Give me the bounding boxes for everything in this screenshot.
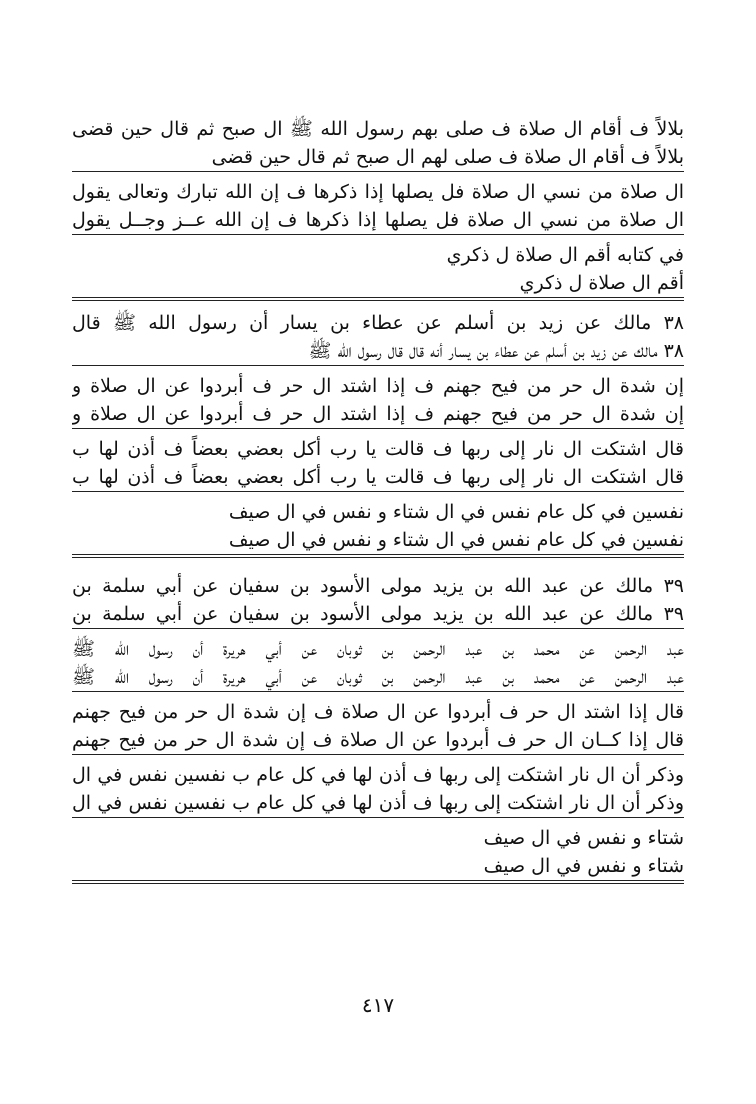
text-line: نفسين في كل عام نفس في ال شتاء و نفس في ال صيف (228, 529, 684, 551)
text-block-6 (72, 435, 684, 492)
text-block-1 (72, 115, 684, 172)
text-line: ٣٨ مالك عن زيد بن أسلم عن عطاء بن يسار أن رسول الله ﷺ قال (72, 312, 684, 334)
text-line: قال اشتكت ال نار إلى ربها ف قالت يا رب أكل بعضي بعضاً ف أذن لها ب (72, 466, 684, 488)
text-line: إن شدة ال حر من فيح جهنم ف إذا اشتد ال حر ف أبردوا عن ال صلاة و (72, 375, 684, 397)
text-block-7 (72, 498, 684, 558)
text-line: ٣٩ مالك عن عبد الله بن يزيد مولى الأسود بن سفيان عن أبي سلمة بن (72, 603, 684, 625)
text-line: قال إذا كــان ال حر ف أبردوا عن ال صلاة ف إن شدة ال حر من فيح جهنم (72, 729, 684, 751)
text-line: بلالاً ف أقام ال صلاة ف صلى لهم ال صبح ثم قال حين قضى (211, 146, 684, 168)
text-block-10 (72, 698, 684, 755)
text-line: عبد الرحمن عن محمد بن عبد الرحمن بن ثوبان عن أبي هريرة أن رسول الله ﷺ (72, 638, 684, 660)
text-line: شتاء و نفس في ال صيف (483, 855, 684, 877)
text-block-5 (72, 372, 684, 429)
text-line: وذكر أن ال نار اشتكت إلى ربها ف أذن لها في كل عام ب نفسين نفس في ال (72, 792, 684, 814)
text-line: في كتابه أقم ال صلاة ل ذكري (446, 244, 684, 266)
text-line: إن شدة ال حر من فيح جهنم ف إذا اشتد ال حر ف أبردوا عن ال صلاة و (72, 403, 684, 425)
text-line: وذكر أن ال نار اشتكت إلى ربها ف أذن لها في كل عام ب نفسين نفس في ال (72, 764, 684, 786)
text-block-2 (72, 178, 684, 235)
document-page (72, 115, 684, 892)
page-number: ٤١٧ (361, 993, 395, 1017)
text-block-12 (72, 824, 684, 884)
text-line: ٣٨ مالك عن زيد بن أسلم عن عطاء بن يسار أنه قال قال رسول الله ﷺ (308, 340, 684, 362)
text-line: بلالاً ف أقام ال صلاة ف صلى بهم رسول الله ﷺ ال صبح ثم قال حين قضى (72, 118, 684, 140)
text-line: قال اشتكت ال نار إلى ربها ف قالت يا رب أكل بعضي بعضاً ف أذن لها ب (72, 438, 684, 460)
text-line: أقم ال صلاة ل ذكري (519, 272, 684, 294)
text-line: شتاء و نفس في ال صيف (483, 827, 684, 849)
text-block-4 (72, 309, 684, 366)
text-block-9 (72, 635, 684, 692)
text-block-8 (72, 572, 684, 629)
text-line: ال صلاة من نسي ال صلاة فل يصلها إذا ذكرها ف إن الله عــز وجــل يقول (72, 209, 684, 231)
text-line: عبد الرحمن عن محمد بن عبد الرحمن بن ثوبان عن أبي هريرة أن رسول الله ﷺ (72, 666, 684, 688)
text-line: ٣٩ مالك عن عبد الله بن يزيد مولى الأسود بن سفيان عن أبي سلمة بن (72, 575, 684, 597)
text-line: نفسين في كل عام نفس في ال شتاء و نفس في ال صيف (228, 501, 684, 523)
text-line: ال صلاة من نسي ال صلاة فل يصلها إذا ذكرها ف إن الله تبارك وتعالى يقول (72, 181, 684, 203)
text-block-11 (72, 761, 684, 818)
text-line: قال إذا اشتد ال حر ف أبردوا عن ال صلاة ف إن شدة ال حر من فيح جهنم (72, 701, 684, 723)
text-block-3 (72, 241, 684, 301)
